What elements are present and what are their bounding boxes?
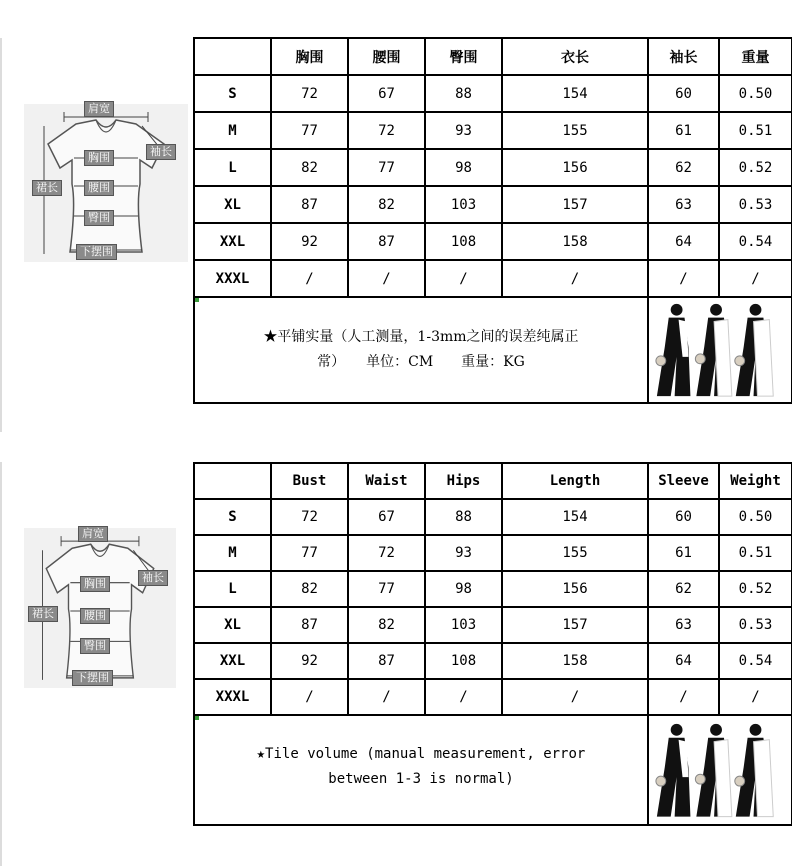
header-sleeve: Sleeve bbox=[648, 463, 719, 499]
value-cell: 0.54 bbox=[719, 643, 792, 679]
value-cell: 88 bbox=[425, 499, 502, 535]
header-sleeve: 袖长 bbox=[648, 38, 719, 75]
value-cell: 87 bbox=[271, 186, 348, 223]
length-label: 裙长 bbox=[32, 180, 62, 196]
table-row bbox=[194, 571, 792, 607]
value-cell: / bbox=[425, 679, 502, 715]
table-row bbox=[194, 679, 792, 715]
size-cell: M bbox=[194, 535, 271, 571]
measurement-note bbox=[194, 715, 648, 825]
value-cell: 77 bbox=[348, 149, 425, 186]
value-cell: 64 bbox=[648, 223, 719, 260]
left-divider bbox=[0, 38, 2, 432]
chest-label: 胸围 bbox=[84, 150, 114, 166]
header-row bbox=[194, 463, 792, 499]
hip-label: 臀围 bbox=[84, 210, 114, 226]
value-cell: 63 bbox=[648, 607, 719, 643]
size-cell: L bbox=[194, 571, 271, 607]
value-cell: / bbox=[648, 679, 719, 715]
value-cell: 93 bbox=[425, 112, 502, 149]
table-row bbox=[194, 75, 792, 112]
note-line-2: between 1-3 is normal) bbox=[328, 771, 514, 787]
corner-mark bbox=[195, 298, 199, 302]
note-row bbox=[194, 297, 792, 403]
table-row bbox=[194, 186, 792, 223]
table-row bbox=[194, 112, 792, 149]
value-cell: 0.52 bbox=[719, 571, 792, 607]
note-line-2: 常） 单位：CM 重量：KG bbox=[317, 354, 525, 370]
size-chart-chinese bbox=[0, 0, 792, 432]
table-row bbox=[194, 149, 792, 186]
size-cell: XXL bbox=[194, 223, 271, 260]
table-row bbox=[194, 607, 792, 643]
model-photo-icon bbox=[649, 718, 791, 823]
value-cell: / bbox=[271, 679, 348, 715]
size-cell: XXL bbox=[194, 643, 271, 679]
value-cell: 77 bbox=[271, 112, 348, 149]
size-cell: XXXL bbox=[194, 260, 271, 297]
model-photo bbox=[648, 297, 792, 403]
value-cell: 98 bbox=[425, 571, 502, 607]
value-cell: 87 bbox=[348, 223, 425, 260]
value-cell: 77 bbox=[271, 535, 348, 571]
value-cell: 62 bbox=[648, 149, 719, 186]
value-cell: 155 bbox=[502, 535, 648, 571]
value-cell: 154 bbox=[502, 75, 648, 112]
length-label: 裙长 bbox=[28, 606, 58, 622]
value-cell: 63 bbox=[648, 186, 719, 223]
value-cell: 62 bbox=[648, 571, 719, 607]
value-cell: 64 bbox=[648, 643, 719, 679]
value-cell: 82 bbox=[348, 186, 425, 223]
note-row bbox=[194, 715, 792, 825]
value-cell: 0.50 bbox=[719, 75, 792, 112]
waist-label: 腰围 bbox=[80, 608, 110, 624]
value-cell: 0.54 bbox=[719, 223, 792, 260]
table-row bbox=[194, 499, 792, 535]
size-cell: L bbox=[194, 149, 271, 186]
measurement-note bbox=[194, 297, 648, 403]
size-cell: XL bbox=[194, 186, 271, 223]
table-row bbox=[194, 223, 792, 260]
value-cell: 157 bbox=[502, 607, 648, 643]
value-cell: 82 bbox=[271, 571, 348, 607]
header-blank bbox=[194, 463, 271, 499]
value-cell: 60 bbox=[648, 499, 719, 535]
chest-label: 胸围 bbox=[80, 576, 110, 592]
value-cell: / bbox=[648, 260, 719, 297]
note-line-1: ★Tile volume (manual measurement, error bbox=[256, 746, 586, 762]
value-cell: 60 bbox=[648, 75, 719, 112]
value-cell: 0.51 bbox=[719, 112, 792, 149]
corner-mark bbox=[195, 716, 199, 720]
header-row bbox=[194, 38, 792, 75]
value-cell: / bbox=[502, 679, 648, 715]
value-cell: / bbox=[502, 260, 648, 297]
value-cell: 108 bbox=[425, 643, 502, 679]
size-chart-english bbox=[0, 432, 792, 866]
value-cell: 82 bbox=[348, 607, 425, 643]
size-cell: S bbox=[194, 499, 271, 535]
left-divider bbox=[0, 462, 2, 866]
header-bust: 胸围 bbox=[271, 38, 348, 75]
value-cell: 93 bbox=[425, 535, 502, 571]
header-blank bbox=[194, 38, 271, 75]
value-cell: 0.50 bbox=[719, 499, 792, 535]
value-cell: 0.53 bbox=[719, 186, 792, 223]
model-photo-icon bbox=[649, 298, 791, 402]
value-cell: 103 bbox=[425, 186, 502, 223]
header-bust: Bust bbox=[271, 463, 348, 499]
value-cell: 77 bbox=[348, 571, 425, 607]
value-cell: 155 bbox=[502, 112, 648, 149]
value-cell: 108 bbox=[425, 223, 502, 260]
model-photo bbox=[648, 715, 792, 825]
value-cell: 61 bbox=[648, 112, 719, 149]
value-cell: 158 bbox=[502, 643, 648, 679]
value-cell: 82 bbox=[271, 149, 348, 186]
value-cell: 158 bbox=[502, 223, 648, 260]
value-cell: / bbox=[719, 679, 792, 715]
shoulder-label: 肩宽 bbox=[78, 526, 108, 542]
size-table-cn bbox=[193, 37, 792, 404]
value-cell: 103 bbox=[425, 607, 502, 643]
header-weight: 重量 bbox=[719, 38, 792, 75]
header-hips: Hips bbox=[425, 463, 502, 499]
waist-label: 腰围 bbox=[84, 180, 114, 196]
header-weight: Weight bbox=[719, 463, 792, 499]
value-cell: / bbox=[719, 260, 792, 297]
value-cell: 92 bbox=[271, 223, 348, 260]
shoulder-label: 肩宽 bbox=[84, 101, 114, 117]
value-cell: 87 bbox=[271, 607, 348, 643]
size-table-en bbox=[193, 462, 792, 826]
sleeve-label: 袖长 bbox=[146, 144, 176, 160]
table-row bbox=[194, 535, 792, 571]
hip-label: 臀围 bbox=[80, 638, 110, 654]
table-row bbox=[194, 260, 792, 297]
size-cell: M bbox=[194, 112, 271, 149]
header-hips: 臀围 bbox=[425, 38, 502, 75]
value-cell: 72 bbox=[348, 535, 425, 571]
value-cell: / bbox=[348, 679, 425, 715]
size-cell: XXXL bbox=[194, 679, 271, 715]
value-cell: 72 bbox=[348, 112, 425, 149]
value-cell: 154 bbox=[502, 499, 648, 535]
value-cell: 0.52 bbox=[719, 149, 792, 186]
value-cell: 92 bbox=[271, 643, 348, 679]
value-cell: 0.51 bbox=[719, 535, 792, 571]
header-waist: Waist bbox=[348, 463, 425, 499]
value-cell: 156 bbox=[502, 149, 648, 186]
hem-label: 下摆围 bbox=[72, 670, 113, 686]
value-cell: 67 bbox=[348, 499, 425, 535]
value-cell: 72 bbox=[271, 75, 348, 112]
hem-label: 下摆围 bbox=[76, 244, 117, 260]
header-waist: 腰围 bbox=[348, 38, 425, 75]
value-cell: 98 bbox=[425, 149, 502, 186]
size-cell: S bbox=[194, 75, 271, 112]
value-cell: / bbox=[271, 260, 348, 297]
value-cell: 88 bbox=[425, 75, 502, 112]
value-cell: 157 bbox=[502, 186, 648, 223]
header-length: 衣长 bbox=[502, 38, 648, 75]
measurement-diagram bbox=[24, 104, 188, 262]
value-cell: / bbox=[425, 260, 502, 297]
sleeve-label: 袖长 bbox=[138, 570, 168, 586]
header-length: Length bbox=[502, 463, 648, 499]
size-cell: XL bbox=[194, 607, 271, 643]
measurement-diagram bbox=[24, 528, 176, 688]
value-cell: 156 bbox=[502, 571, 648, 607]
value-cell: 61 bbox=[648, 535, 719, 571]
table-row bbox=[194, 643, 792, 679]
value-cell: / bbox=[348, 260, 425, 297]
value-cell: 67 bbox=[348, 75, 425, 112]
note-line-1: ★平铺实量（人工测量，1-3mm之间的误差纯属正 bbox=[263, 329, 579, 345]
value-cell: 72 bbox=[271, 499, 348, 535]
value-cell: 87 bbox=[348, 643, 425, 679]
value-cell: 0.53 bbox=[719, 607, 792, 643]
